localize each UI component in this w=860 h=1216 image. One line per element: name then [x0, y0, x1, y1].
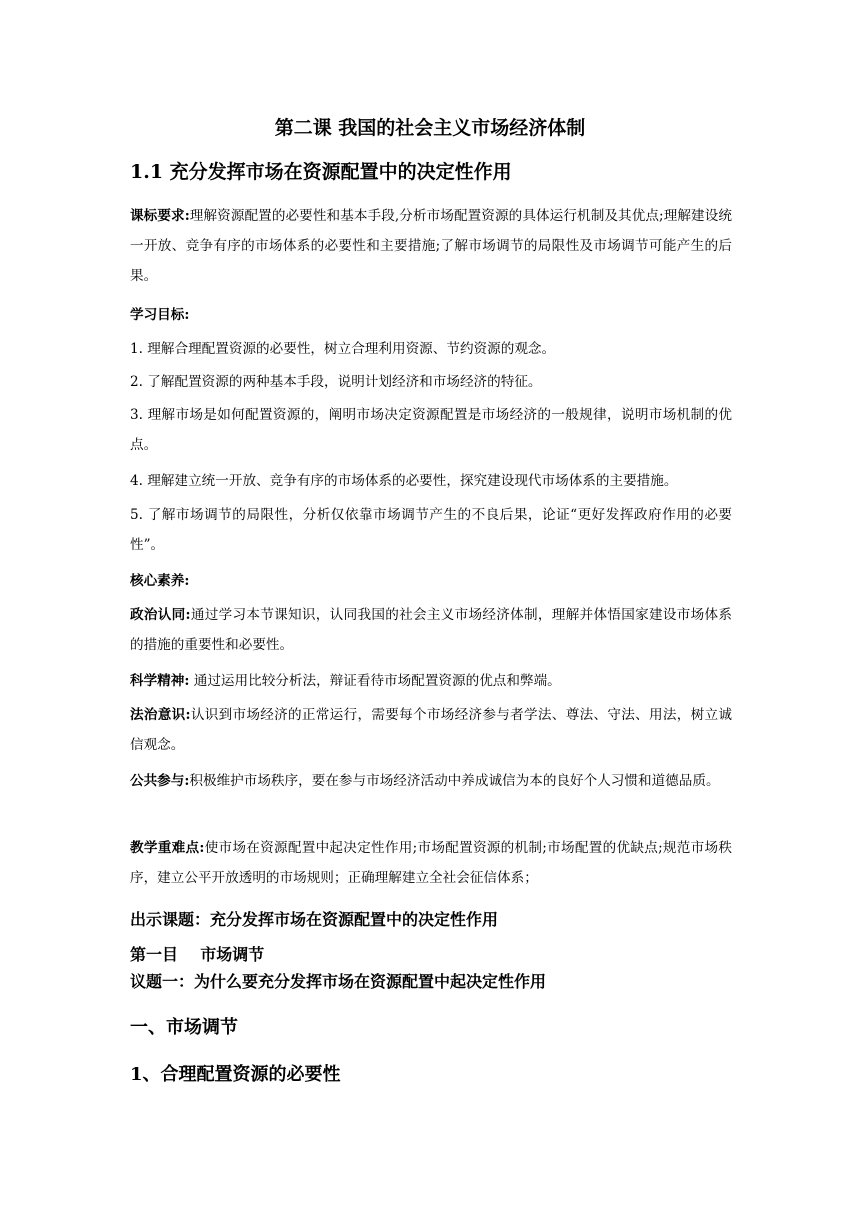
objectives-label: 学习目标:: [130, 307, 190, 323]
unit-heading: 第一目 市场调节: [130, 945, 265, 964]
section-heading: 1.1 充分发挥市场在资源配置中的决定性作用: [130, 161, 512, 183]
literacy-science: 科学精神: 通过运用比较分析法，辩证看待市场配置资源的优点和弊端。: [130, 673, 561, 689]
literacy-political: 政治认同:通过学习本节课知识，认同我国的社会主义市场经济体制，理解并体悟国家建设市场体系的措施的重要性和必要性。: [130, 607, 732, 653]
key-points: 教学重难点:使市场在资源配置中起决定性作用;市场配置资源的机制;市场配置的优缺点;规范市场秩序，建立公平开放透明的市场规则；正确理解建立全社会征信体系；: [130, 840, 732, 886]
objective-item: 1. 理解合理配置资源的必要性，树立合理利用资源、节约资源的观念。: [130, 341, 556, 357]
literacy-participation: 公共参与:积极维护市场秩序，要在参与市场经济活动中养成诚信为本的良好个人习惯和道德品质。: [130, 773, 720, 789]
issue-heading: 议题一：为什么要充分发挥市场在资源配置中起决定性作用: [130, 972, 547, 991]
objective-item: 2. 了解配置资源的两种基本手段，说明计划经济和市场经济的特征。: [130, 374, 542, 390]
objective-item: 5. 了解市场调节的局限性，分析仅依靠市场调节产生的不良后果，论证“更好发挥政府作用的必要性”。: [130, 507, 732, 553]
literacy-label: 核心素养:: [130, 573, 190, 589]
necessity-heading: 1、合理配置资源的必要性: [130, 1064, 341, 1085]
show-topic: 出示课题：充分发挥市场在资源配置中的决定性作用: [130, 910, 499, 929]
objective-item: 4. 理解建立统一开放、竞争有序的市场体系的必要性，探究建设现代市场体系的主要措施。: [130, 473, 678, 489]
lesson-title: 第二课 我国的社会主义市场经济体制: [274, 117, 586, 139]
curriculum-text: 理解资源配置的必要性和基本手段,分析市场配置资源的具体运行机制及其优点;理解建设统一开放、竞争有序的市场体系的必要性和主要措施;了解市场调节的局限性及市场调节可能产生的后果。: [130, 208, 732, 284]
objective-item: 3. 理解市场是如何配置资源的，阐明市场决定资源配置是市场经济的一般规律，说明市场机制的优点。: [130, 407, 732, 453]
market-adjustment-heading: 一、市场调节: [130, 1017, 238, 1038]
curriculum-label: 课标要求:: [130, 208, 190, 224]
curriculum-requirements: [130, 201, 732, 291]
literacy-law: 法治意识:认识到市场经济的正常运行，需要每个市场经济参与者学法、尊法、守法、用法，树立诚信观念。: [130, 707, 732, 753]
